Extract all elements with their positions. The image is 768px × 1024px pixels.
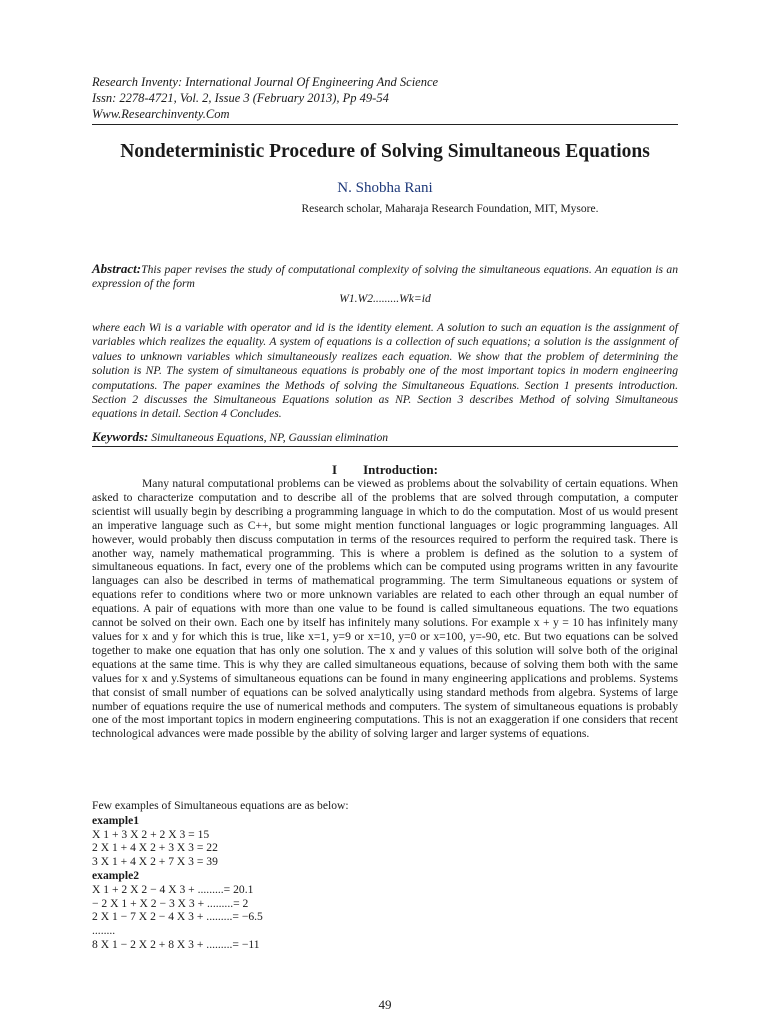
examples-block xyxy=(92,799,678,952)
equation-line: 8 X 1 − 2 X 2 + 8 X 3 + .........= −11 xyxy=(92,937,260,951)
equation-line: X 1 + 3 X 2 + 2 X 3 = 15 xyxy=(92,827,210,841)
header-divider xyxy=(92,124,678,125)
example2-title: example2 xyxy=(92,868,140,882)
introduction-body xyxy=(92,477,678,741)
paper-title: Nondeterministic Procedure of Solving Simultaneous Equations xyxy=(120,141,650,162)
abstract-formula: W1.W2.........Wk=id xyxy=(339,292,431,305)
example1-title: example1 xyxy=(92,813,140,827)
journal-header xyxy=(92,74,692,122)
keywords-label: Keywords: xyxy=(92,429,149,444)
equation-line: − 2 X 1 + X 2 − 3 X 3 + .........= 2 xyxy=(92,896,249,910)
section-heading xyxy=(92,462,678,478)
introduction-paragraph: Many natural computational problems can be viewed as problems about the solvability of certain equations. When asked to characterize computation and to describe all of the problems that are solved through computation, a computer scientist will usually begin by describing a programming language in which to do the computation. Most of us would present an imperative language such as C++, but some might mention functional languages or logic programming languages. All however, would probably then discuss computation in terms of the resources required to perform the required task. There is another way, namely mathematical programming. This is where a problem is defined as the solution to a system of simultaneous equations. In fact, every one of the problems which can be computed using programs written in any favourite languages can also be described in terms of mathematical programming. The term Simultaneous equations or system of equations refer to conditions where two or more unknown variables are related to each other through an equal number of equations. A pair of equations with more than one value to be found is called simultaneous equations. The two equations cannot be solved on their own. Each one by itself has infinitely many solutions. For example x + y = 10 has infinitely many values for x and y for which this is true, like x=1, y=9 or x=10, y=0 or x=100, y=-90, etc. But two equations can be solved together to make one equation that has only one solution. The x and y values of this solution will solve both of the original equations at the same time. This is why they are called simultaneous equations, because of solving them both with the same values for x and y.Systems of simultaneous equations can be found in many engineering applications and problems. Systems that consist of small number of equations can be solved analytically using standard methods from algebra. Systems of large number of equations require the use of numerical methods and computers. The system of simultaneous equations is probably one of the most important topics in modern engineering computations. This is not an exaggeration if one considers that recent technological advances were made possible by the ability of solving larger and larger systems of equations. xyxy=(92,477,678,741)
keywords-divider xyxy=(92,446,678,447)
author-affiliation: Research scholar, Maharaja Research Foundation, MIT, Mysore. xyxy=(301,203,599,215)
journal-name: Research Inventy: International Journal Of Engineering And Science xyxy=(92,75,439,89)
section-title: Introduction: xyxy=(363,462,438,477)
equation-line: 3 X 1 + 4 X 2 + 7 X 3 = 39 xyxy=(92,855,218,869)
abstract-body: where each Wi is a variable with operator and id is the identity element. A solution to such an equation is the assignment of variables which realizes the equality. A system of equations is a collection of such equations; a solution is the assignment of values to unknown variables which simultaneously realizes each equation. We show that the problem of determining the solution is NP. The system of simultaneous equations is probably one of the most important topics in modern engineering computations. The paper examines the Methods of solving the Simultaneous Equations. Section 1 presents introduction. Section 2 discusses the Simultaneous Equations solution as NP. Section 3 describes Method of solving Simultaneous equations in detail. Section 4 Concludes. xyxy=(92,321,678,421)
equation-line: X 1 + 2 X 2 − 4 X 3 + .........= 20.1 xyxy=(92,882,254,896)
examples-lead: Few examples of Simultaneous equations are as below: xyxy=(92,799,349,812)
equation-line: ........ xyxy=(92,924,116,938)
page-number: 49 xyxy=(378,997,392,1012)
keywords xyxy=(92,429,678,445)
equation-line: 2 X 1 + 4 X 2 + 3 X 3 = 22 xyxy=(92,841,218,855)
equation-line: 2 X 1 − 7 X 2 − 4 X 3 + .........= −6.5 xyxy=(92,910,263,924)
abstract-intro-text: This paper revises the study of computational complexity of solving the simultaneous equations. An equation is an expression of the form xyxy=(92,263,678,291)
journal-issue: Issn: 2278-4721, Vol. 2, Issue 3 (February 2013), Pp 49-54 xyxy=(92,91,389,105)
abstract-label: Abstract: xyxy=(92,261,142,276)
journal-website: Www.Researchinventy.Com xyxy=(92,107,230,121)
section-number: I xyxy=(332,462,338,477)
author-name: N. Shobha Rani xyxy=(337,180,433,196)
abstract-intro xyxy=(92,262,678,292)
keywords-text: Simultaneous Equations, NP, Gaussian elimination xyxy=(148,431,389,444)
